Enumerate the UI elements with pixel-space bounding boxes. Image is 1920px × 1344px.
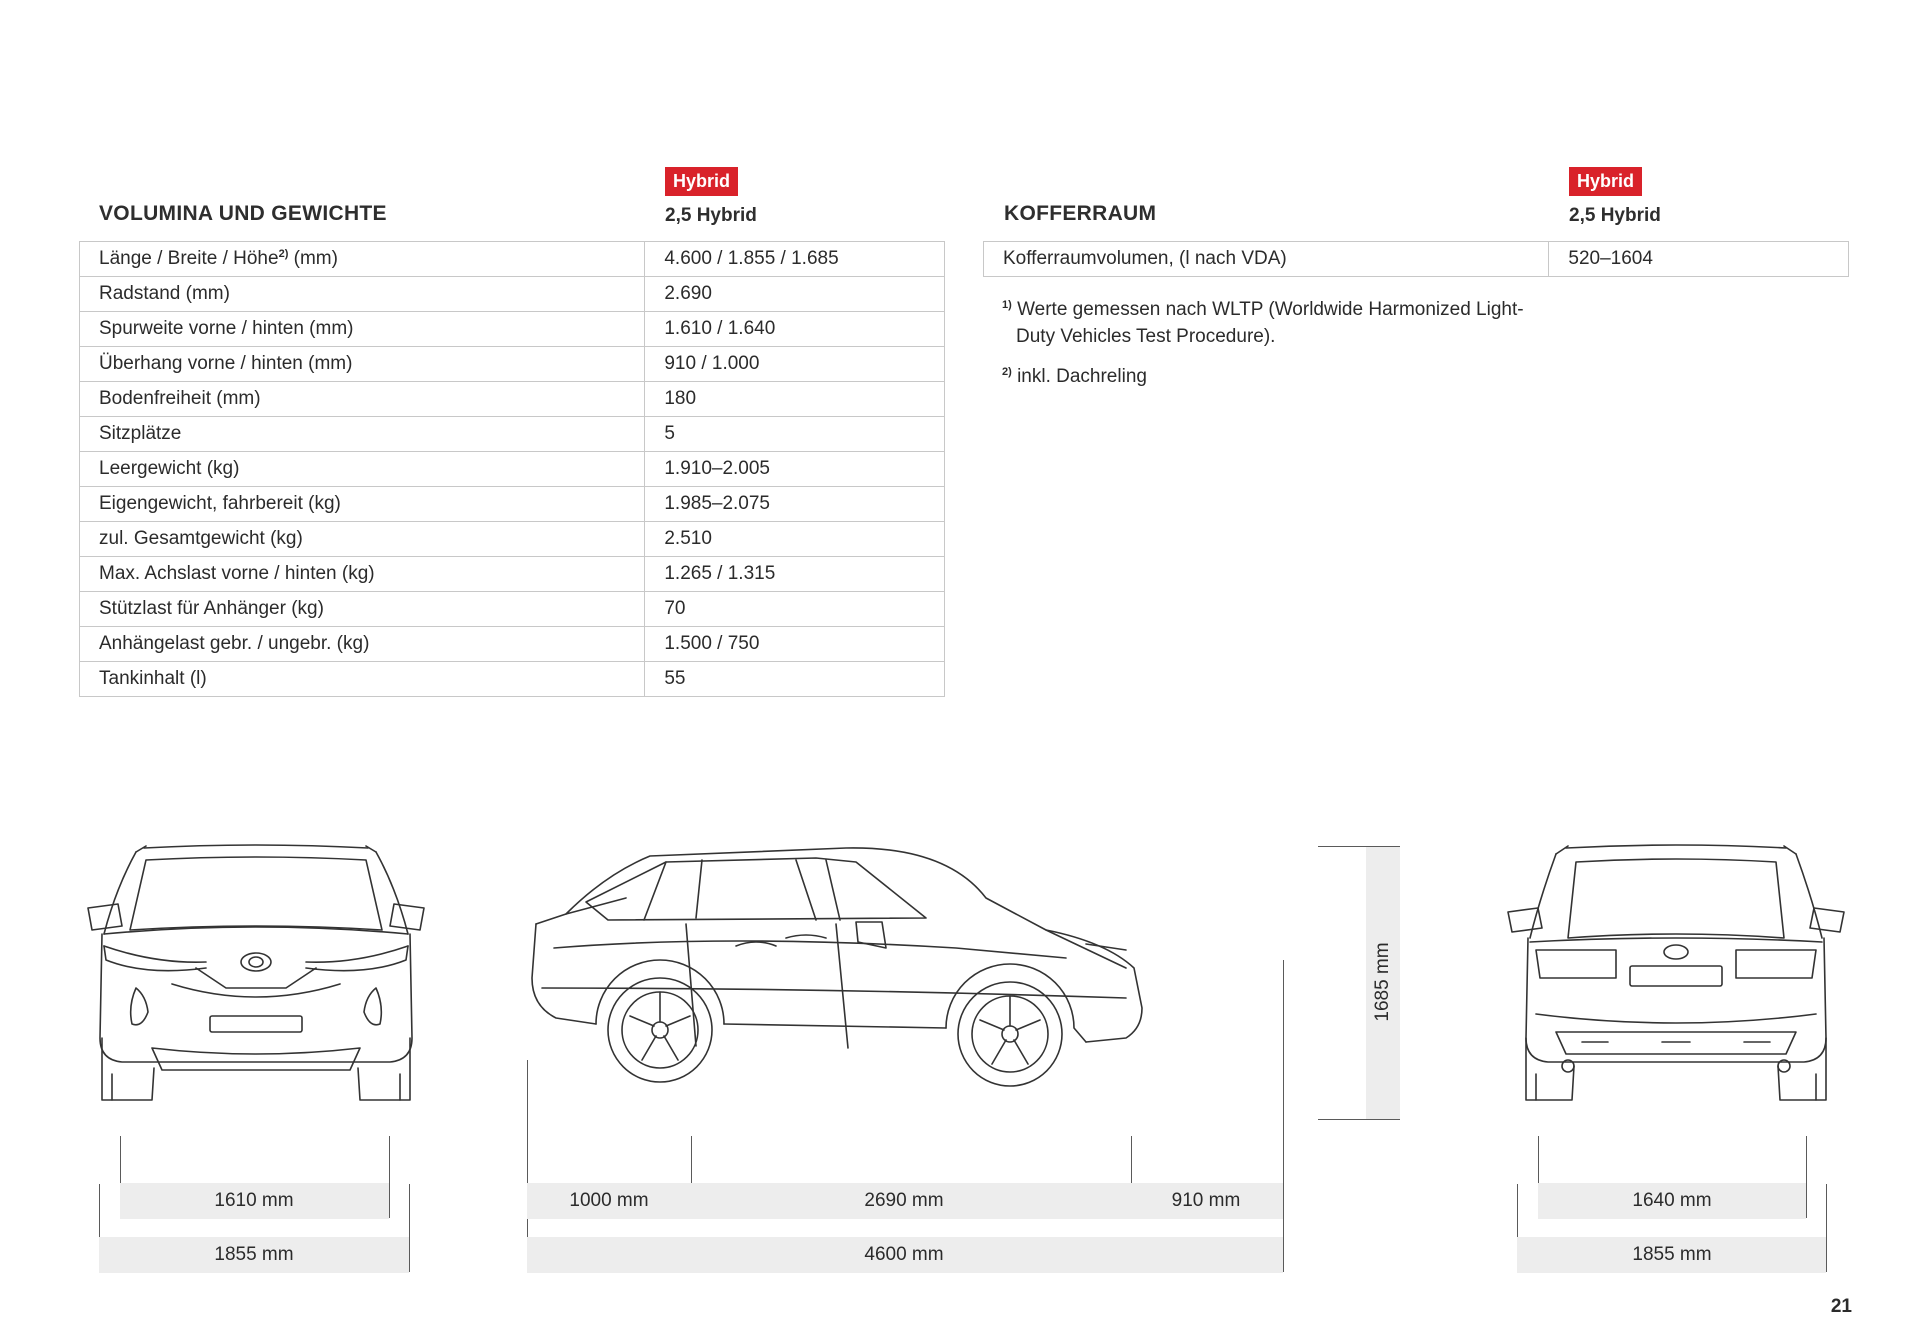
row-label: [80, 487, 645, 522]
row-value: 55: [645, 662, 945, 697]
row-value: 1.985–2.075: [645, 487, 945, 522]
trunk-title: KOFFERRAUM: [1004, 202, 1157, 225]
row-label: [80, 522, 645, 557]
row-label: [80, 277, 645, 312]
row-label-text: Stützlast für Anhänger (kg): [99, 598, 324, 619]
row-label-text: Leergewicht (kg): [99, 458, 240, 479]
row-value: 70: [645, 592, 945, 627]
column-header-right: 2,5 Hybrid: [1569, 205, 1661, 226]
row-value: 1.500 / 750: [645, 627, 945, 662]
row-label: [80, 312, 645, 347]
wheelbase-label: 2690 mm: [864, 1190, 944, 1211]
table-row: [80, 312, 945, 347]
car-side-view-illustration: [526, 838, 1286, 1128]
table-row: [80, 627, 945, 662]
row-value: 5: [645, 417, 945, 452]
row-label: [80, 557, 645, 592]
table-row: [984, 242, 1849, 277]
row-label: Kofferraumvolumen, (l nach VDA): [984, 242, 1549, 277]
height-top-line: [1318, 846, 1400, 847]
hybrid-badge-left: Hybrid: [665, 167, 738, 196]
rear-track-label: 1640 mm: [1632, 1190, 1712, 1211]
volumes-weights-title: VOLUMINA UND GEWICHTE: [99, 202, 387, 225]
row-value: 1.610 / 1.640: [645, 312, 945, 347]
height-bottom-line: [1318, 1119, 1400, 1120]
footnote-1: [1002, 292, 1562, 350]
row-value: 1.265 / 1.315: [645, 557, 945, 592]
table-row: [80, 522, 945, 557]
row-label: [80, 242, 645, 277]
volumes-weights-table: [79, 241, 945, 697]
row-value: 910 / 1.000: [645, 347, 945, 382]
front-width-label: 1855 mm: [214, 1244, 294, 1265]
dimension-line: [409, 1184, 410, 1272]
dimension-line: [1826, 1184, 1827, 1272]
table-row: [80, 487, 945, 522]
row-label-text: zul. Gesamtgewicht (kg): [99, 528, 303, 549]
row-label-text: Sitzplätze: [99, 423, 182, 444]
row-label: [80, 662, 645, 697]
row-label-text: Bodenfreiheit (mm): [99, 388, 261, 409]
row-label-text: Anhängelast gebr. / ungebr. (kg): [99, 633, 370, 654]
table-row: [80, 452, 945, 487]
row-value: 1.910–2.005: [645, 452, 945, 487]
footnote-text: inkl. Dachreling: [1017, 366, 1147, 387]
column-header-left: 2,5 Hybrid: [665, 205, 757, 226]
footnote-mark: 2): [1002, 366, 1012, 378]
row-label-text: Länge / Breite / Höhe: [99, 248, 279, 269]
front-track-label: 1610 mm: [214, 1190, 294, 1211]
row-label: [80, 452, 645, 487]
footnotes: [1002, 292, 1562, 399]
row-value: 2.690: [645, 277, 945, 312]
footnote-text: Werte gemessen nach WLTP (Worldwide Harmonized Light-Duty Vehicles Test Procedure).: [1016, 299, 1524, 347]
hybrid-badge-right: Hybrid: [1569, 167, 1642, 196]
table-row: [80, 557, 945, 592]
row-label-text: Überhang vorne / hinten (mm): [99, 353, 353, 374]
rear-width-label: 1855 mm: [1632, 1244, 1712, 1265]
table-row: [80, 347, 945, 382]
row-label-text: Tankinhalt (l): [99, 668, 207, 689]
row-label-text: Radstand (mm): [99, 283, 230, 304]
table-row: [80, 242, 945, 277]
dimension-line: [389, 1136, 390, 1218]
row-value: 2.510: [645, 522, 945, 557]
row-label-text: Max. Achslast vorne / hinten (kg): [99, 563, 375, 584]
row-label-suffix: (mm): [288, 248, 338, 269]
row-label: [80, 347, 645, 382]
trunk-table: [983, 241, 1849, 277]
row-label: [80, 627, 645, 662]
table-row: [80, 417, 945, 452]
row-label: [80, 382, 645, 417]
page-number: 21: [1830, 1296, 1852, 1317]
footnote-mark: 1): [1002, 299, 1012, 311]
row-value: 4.600 / 1.855 / 1.685: [645, 242, 945, 277]
row-value: 520–1604: [1549, 242, 1849, 277]
row-label-text: Spurweite vorne / hinten (mm): [99, 318, 354, 339]
car-front-view-illustration: [76, 838, 436, 1128]
table-row: [80, 277, 945, 312]
table-row: [80, 382, 945, 417]
row-value: 180: [645, 382, 945, 417]
table-row: [80, 662, 945, 697]
dimension-line: [1283, 960, 1284, 1272]
height-label: 1685 mm: [1372, 942, 1393, 1022]
rear-overhang-label: 1000 mm: [569, 1190, 649, 1211]
footnote-2: [1002, 359, 1562, 390]
footnote-mark: 2): [278, 248, 289, 260]
row-label: [80, 417, 645, 452]
row-label: [80, 592, 645, 627]
dimension-line: [1806, 1136, 1807, 1218]
front-overhang-label: 910 mm: [1171, 1190, 1241, 1211]
car-rear-view-illustration: [1496, 838, 1856, 1128]
table-row: [80, 592, 945, 627]
length-label: 4600 mm: [864, 1244, 944, 1265]
row-label-text: Eigengewicht, fahrbereit (kg): [99, 493, 341, 514]
